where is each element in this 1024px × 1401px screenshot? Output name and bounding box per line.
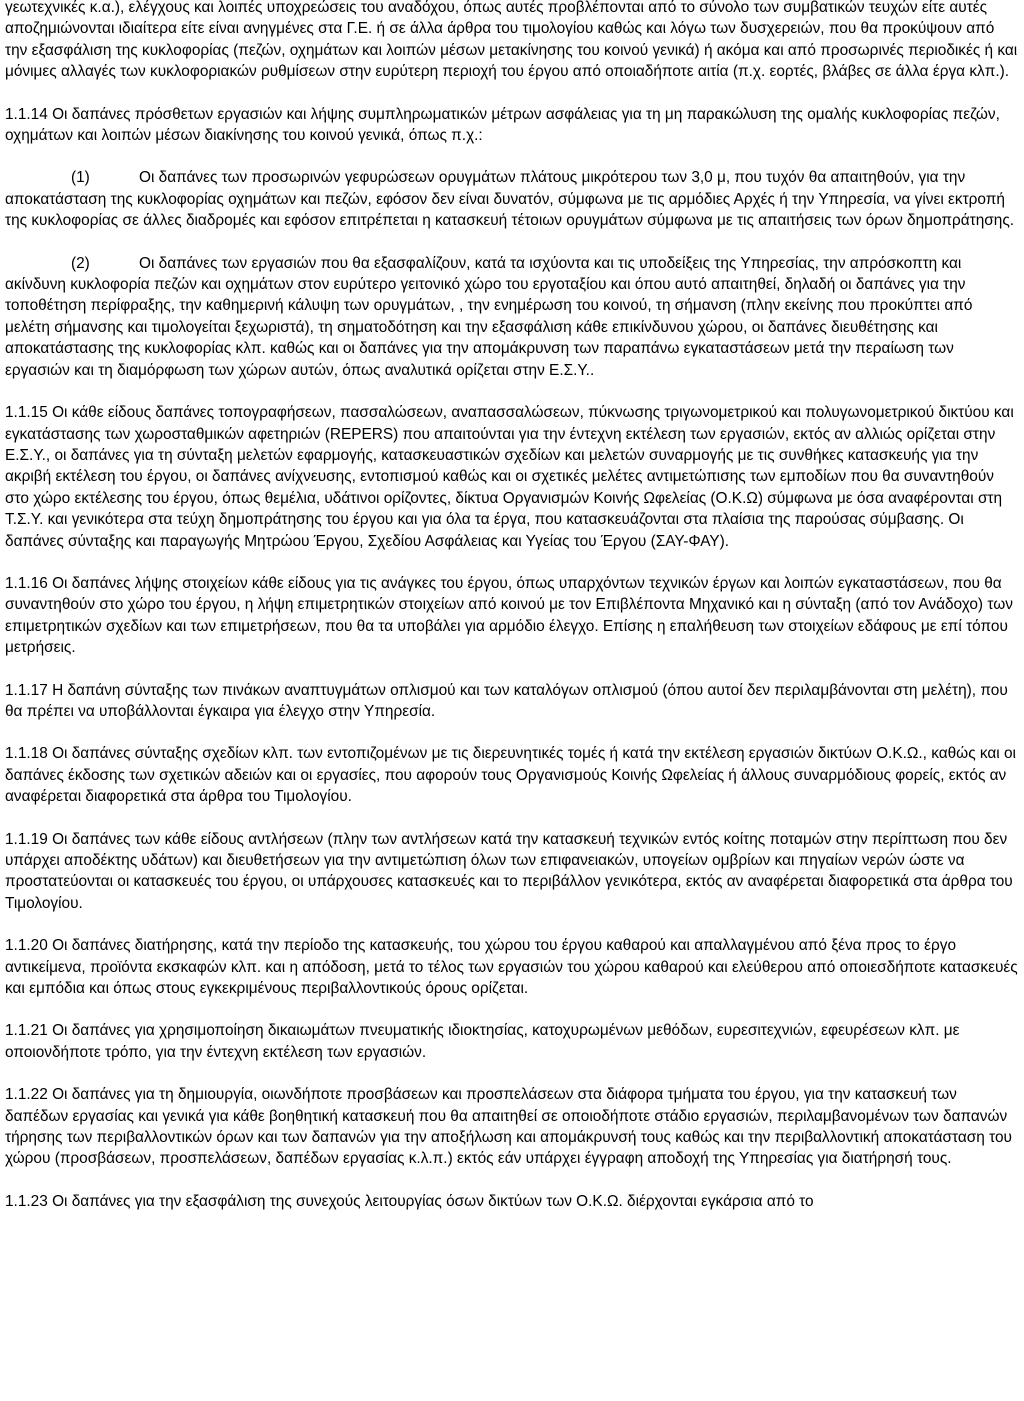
paragraph-1-1-19: 1.1.19 Οι δαπάνες των κάθε είδους αντλήσεων (πλην των αντλήσεων κατά την κατασκευή τεχνικών εντός κοίτης ποταμών στην περίπτωση που δεν υπάρχει αποδέκτης υδάτων) και διευθετήσεων για την αντιμετώπιση όλων των επιφανειακών, υπογείων ομβρίων και πηγαίων νερών ώστε να προστατεύονται οι κατασκευές του έργου, οι υπάρχουσες κατασκευές και το περιβάλλον γενικότερα, εκτός αν αναφέρεται διαφορετικά στα άρθρα του Τιμολογίου. [5,830,1013,912]
subparagraph-text: Οι δαπάνες των εργασιών που θα εξασφαλίζουν, κατά τα ισχύοντα και τις υποδείξεις της Υπηρεσίας, την απρόσκοπτη και ακίνδυνη κυκλοφορία πεζών και οχημάτων στον ευρύτερο γειτονικό χώρο του εργοταξίου και όπου αυτό απαιτηθεί, δηλαδή οι δαπάνες για την τοποθέτηση περίφραξης, την καθημερινή κάλυψη των ορυγμάτων, , την ενημέρωση του κοινού, τη σήμανση (πλην εκείνης που προκύπτει από μελέτη σήμανσης και τιμολογείται ξεχωριστά), τη σηματοδότηση και την εξασφάλιση κάθε επικίνδυνου χώρου, οι δαπάνες διευθέτησης και αποκατάστασης της κυκλοφορίας κλπ. καθώς και οι δαπάνες για την απομάκρυνση των παραπάνω εγκαταστάσεων μετά την περαίωση των εργασιών και τη διαμόρφωση των χώρων αυτών, όπως αναλυτικά ορίζεται στην Ε.Σ.Υ.. [5,254,973,379]
subparagraph-text: Οι δαπάνες των προσωρινών γεφυρώσεων ορυγμάτων πλάτους μικρότερου των 3,0 μ, που τυχόν θα απαιτηθούν, για την αποκατάσταση της κυκλοφορίας οχημάτων και πεζών, εφόσον δεν είναι δυνατόν, σύμφωνα με τις αρμόδιες Αρχές ή την Υπηρεσία, να γίνει εκτροπή της κυκλοφορίας σε άλλες διαδρομές και εφόσον επιτρέπεται η κατασκευή τέτοιων ορυγμάτων σύμφωνα με τις απαιτήσεις των όρων δημοπράτησης. [5,169,1015,230]
paragraph-1-1-20: 1.1.20 Οι δαπάνες διατήρησης, κατά την περίοδο της κατασκευής, του χώρου του έργου καθαρού και απαλλαγμένου από ξένα προς το έργο αντικείμενα, προϊόντα εκσκαφών κλπ. και η απόδοση, μετά το τέλος των εργασιών του χώρου καθαρού και ελεύθερου από οποιεσδήποτε κατασκευές και εμπόδια και όπως στους εγκεκριμένους περιβαλλοντικούς όρους ορίζεται. [5,937,1018,998]
subparagraph-1 [5,167,1020,231]
paragraph-1-1-23: 1.1.23 Οι δαπάνες για την εξασφάλιση της συνεχούς λειτουργίας όσων δικτύων των Ο.Κ.Ω. διέρχονται εγκάρσια από το [5,1192,814,1210]
paragraph-1-1-21: 1.1.21 Οι δαπάνες για χρησιμοποίηση δικαιωμάτων πνευματικής ιδιοκτησίας, κατοχυρωμένων μεθόδων, ευρεσιτεχνιών, εφευρέσεων κλπ. με οποιονδήποτε τρόπο, για την έντεχνη εκτέλεση των εργασιών. [5,1022,960,1061]
paragraph-1-1-22: 1.1.22 Οι δαπάνες για τη δημιουργία, οιωνδήποτε προσβάσεων και προσπελάσεων στα διάφορα τμήματα του έργου, για την κατασκευή των δαπέδων εργασίας και γενικά για κάθε βοηθητική κατασκευή που θα απαιτηθεί σε οποιοδήποτε στάδιο εργασιών, περιλαμβανομένων των δαπανών τήρησης των περιβαλλοντικών όρων και των δαπανών για την αποξήλωση και απομάκρυνσή τους καθώς και την περιβαλλοντική αποκατάσταση του χώρου (προσβάσεων, προσπελάσεων, δαπέδων εργασίας κ.λ.π.) εκτός εάν υπάρχει έγγραφη αποδοχή της Υπηρεσίας για διατήρησή τους. [5,1086,1012,1168]
paragraph-1-1-17: 1.1.17 Η δαπάνη σύνταξης των πινάκων αναπτυγμάτων οπλισμού και των καταλόγων οπλισμού (όπου αυτοί δεν περιλαμβάνονται στη μελέτη), που θα πρέπει να υποβάλλονται έγκαιρα για έλεγχο στην Υπηρεσία. [5,681,1008,720]
subparagraph-2 [5,253,1020,381]
subparagraph-number: (1) [71,169,90,187]
paragraph-1-1-14: 1.1.14 Οι δαπάνες πρόσθετων εργασιών και λήψης συμπληρωματικών μέτρων ασφάλειας για τη μη παρακώλυση της ομαλής κυκλοφορίας πεζών, οχημάτων και λοιπών μέσων διακίνησης του κοινού γενικά, όπως π.χ.: [5,105,1000,145]
paragraph-continuation: γεωτεχνικές κ.α.), ελέγχους και λοιπές υποχρεώσεις του αναδόχου, όπως αυτές προβλέπονται από το σύνολο των συμβατικών τευχών είτε αυτές αποζημιώνονται ιδιαίτερα είτε είναι ανηγμένες στα Γ.Ε. ή σε άλλα άρθρα του τιμολογίου καθώς και λόγω των δυσχερειών, που θα προκύψουν από την εξασφάλιση της κυκλοφορίας (πεζών, οχημάτων και λοιπών μέσων μετακίνησης του κοινού γενικά) ή ακόμα και από προσωρινές περιοδικές ή και μόνιμες αλλαγές των κυκλοφοριακών ρυθμίσεων στην ευρύτερη περιοχή του έργου από οποιαδήποτε αιτία (π.χ. εορτές, βλάβες σε άλλα έργα κλπ.). [5,0,1018,81]
paragraph-1-1-15: 1.1.15 Οι κάθε είδους δαπάνες τοπογραφήσεων, πασσαλώσεων, αναπασσαλώσεων, πύκνωσης τριγωνομετρικού και πολυγωνομετρικού δικτύου και εγκατάστασης των χωροσταθμικών αφετηριών (REPERS) που απαιτούνται για την έντεχνη εκτέλεση των εργασιών, εκτός αν αλλιώς ορίζεται στην Ε.Σ.Υ., οι δαπάνες για τη σύνταξη μελετών εφαρμογής, κατασκευαστικών σχεδίων και μελετών συναρμογής με τις συνθήκες κατασκευής για την ακριβή εκτέλεση του έργου, οι δαπάνες ανίχνευσης, εντοπισμού καθώς και οι σχετικές μελέτες αντιμετώπισης των εμποδίων που θα συναντηθούν στο χώρο εκτέλεσης του έργου, όπως θεμέλια, υδάτινοι ορίζοντες, δίκτυα Οργανισμών Κοινής Ωφελείας (Ο.Κ.Ω) σύμφωνα με όσα αναφέρονται στη Τ.Σ.Υ. και γενικότερα στα τεύχη δημοπράτησης του έργου και για όλα τα έργα, που κατασκευάζονται στα πλαίσια της παρούσας σύμβασης. Οι δαπάνες σύνταξης και παραγωγής Μητρώου Έργου, Σχεδίου Ασφάλειας και Υγείας του Έργου (ΣΑΥ-ΦΑΥ). [5,404,1014,550]
paragraph-1-1-16: 1.1.16 Οι δαπάνες λήψης στοιχείων κάθε είδους για τις ανάγκες του έργου, όπως υπαρχόντων τεχνικών έργων και λοιπών εγκαταστάσεων, που θα συναντηθούν στο χώρο του έργου, η λήψη επιμετρητικών στοιχείων από κοινού με τον Επιβλέποντα Μηχανικό και η σύνταξη (από τον Ανάδοχο) των επιμετρητικών σχεδίων και των επιμετρήσεων, που θα τα υποβάλει για αρμόδιο έλεγχο. Επίσης η επαλήθευση των στοιχείων εδάφους με επί τόπου μετρήσεις. [5,574,1013,657]
paragraph-1-1-18: 1.1.18 Οι δαπάνες σύνταξης σχεδίων κλπ. των εντοπιζομένων με τις διερευνητικές τομές ή κατά την εκτέλεση εργασιών δικτύων Ο.Κ.Ω., καθώς και οι δαπάνες έκδοσης των σχετικών αδειών και οι εργασίες, που αφορούν τους Οργανισμούς Κοινής Ωφελείας ή άλλους συναρμόδιους φορείς, εκτός αν αναφέρεται διαφορετικά στα άρθρα του Τιμολογίου. [5,745,1016,806]
subparagraph-number: (2) [71,254,90,272]
